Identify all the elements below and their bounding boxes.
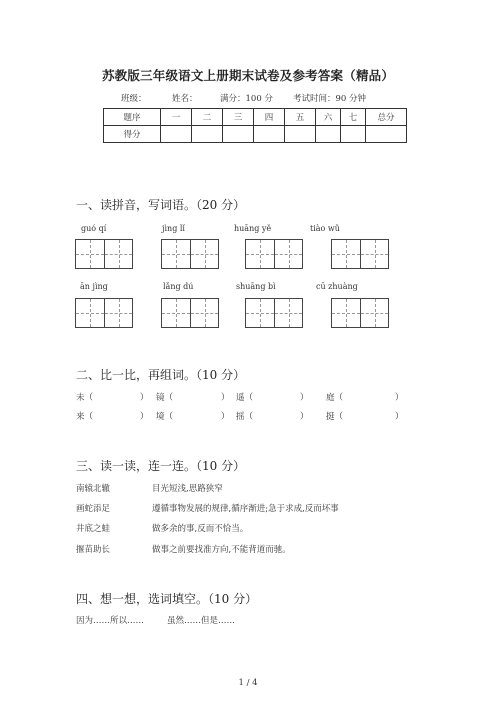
pinyin-label: shuāng bì	[236, 282, 276, 291]
score-table	[103, 108, 407, 143]
score-cell[interactable]	[223, 126, 254, 143]
writing-grid[interactable]	[245, 239, 303, 269]
writing-grid[interactable]	[161, 239, 219, 269]
meaning-item: 遵循事物发展的规律,循序渐进;急于求成,反而坏事	[152, 504, 339, 514]
writing-grid[interactable]	[331, 298, 389, 328]
meaning-item: 做事之前要找准方向,不能背道而驰。	[152, 545, 291, 555]
compare-char: 镜（	[156, 393, 174, 403]
score-header-cell: 二	[192, 109, 223, 126]
writing-grid[interactable]	[245, 298, 303, 328]
idiom-item: 画蛇添足	[76, 504, 111, 514]
pinyin-label: cū zhuàng	[316, 282, 358, 291]
score-table-header-row	[104, 109, 407, 126]
compare-char: 摇（	[236, 412, 254, 422]
score-cell[interactable]	[161, 126, 192, 143]
compare-char: 挺（	[326, 412, 344, 422]
pinyin-label: huāng yě	[234, 224, 272, 233]
compare-paren: ）	[140, 412, 149, 422]
compare-paren: ）	[221, 393, 230, 403]
meaning-item: 目光短浅,思路狭窄	[152, 484, 223, 494]
compare-char: 庭（	[326, 393, 344, 403]
word-option: 虽然……但是……	[167, 616, 236, 626]
compare-char: 来（	[76, 412, 94, 422]
compare-char: 未（	[76, 393, 94, 403]
writing-grid[interactable]	[75, 239, 133, 269]
compare-paren: ）	[140, 393, 149, 403]
page-title: 苏教版三年级语文上册期末试卷及参考答案（精品）	[101, 68, 395, 83]
score-cell[interactable]	[341, 126, 366, 143]
score-header-cell: 七	[341, 109, 366, 126]
compare-paren: ）	[395, 393, 404, 403]
full-score: 满分：100 分	[220, 94, 273, 104]
compare-char: 境（	[156, 412, 174, 422]
section-1-heading: 一、读拼音，写词语。（20 分）	[76, 198, 246, 212]
page-number: 1 / 4	[238, 678, 258, 688]
compare-char: 遥（	[236, 393, 254, 403]
class-label: 班级：	[121, 94, 147, 104]
score-header-cell: 一	[161, 109, 192, 126]
compare-paren: ）	[395, 412, 404, 422]
writing-grid[interactable]	[161, 298, 219, 328]
compare-paren: ）	[221, 412, 230, 422]
score-header-cell: 总分	[366, 109, 407, 126]
pinyin-label: guó qí	[81, 224, 107, 233]
score-cell[interactable]	[285, 126, 316, 143]
pinyin-label: lǎng dú	[163, 282, 194, 291]
idiom-item: 揠苗助长	[76, 545, 111, 555]
score-row-label: 得分	[104, 126, 161, 143]
score-cell[interactable]	[366, 126, 407, 143]
section-4-heading: 四、想一想，选词填空。（10 分）	[76, 592, 258, 606]
exam-time: 考试时间：90 分钟	[293, 94, 367, 104]
compare-paren: ）	[300, 412, 309, 422]
writing-grid[interactable]	[75, 298, 133, 328]
score-cell[interactable]	[192, 126, 223, 143]
word-option: 因为……所以……	[76, 616, 145, 626]
pinyin-label: jìng lǐ	[162, 224, 185, 233]
meaning-item: 做多余的事,反而不恰当。	[152, 524, 249, 534]
score-cell[interactable]	[316, 126, 341, 143]
score-header-cell: 题序	[104, 109, 161, 126]
name-label: 姓名：	[172, 94, 198, 104]
idiom-item: 井底之蛙	[76, 524, 111, 534]
section-2-heading: 二、比一比，再组词。（10 分）	[76, 368, 246, 382]
score-header-cell: 六	[316, 109, 341, 126]
compare-paren: ）	[300, 393, 309, 403]
score-table-score-row	[104, 126, 407, 143]
score-header-cell: 五	[285, 109, 316, 126]
writing-grid[interactable]	[331, 239, 389, 269]
score-cell[interactable]	[254, 126, 285, 143]
idiom-item: 南辕北辙	[76, 484, 111, 494]
score-header-cell: 四	[254, 109, 285, 126]
section-3-heading: 三、读一读，连一连。（10 分）	[76, 459, 246, 473]
pinyin-label: tiào wǔ	[310, 224, 340, 233]
pinyin-label: ān jìng	[80, 282, 108, 291]
score-header-cell: 三	[223, 109, 254, 126]
